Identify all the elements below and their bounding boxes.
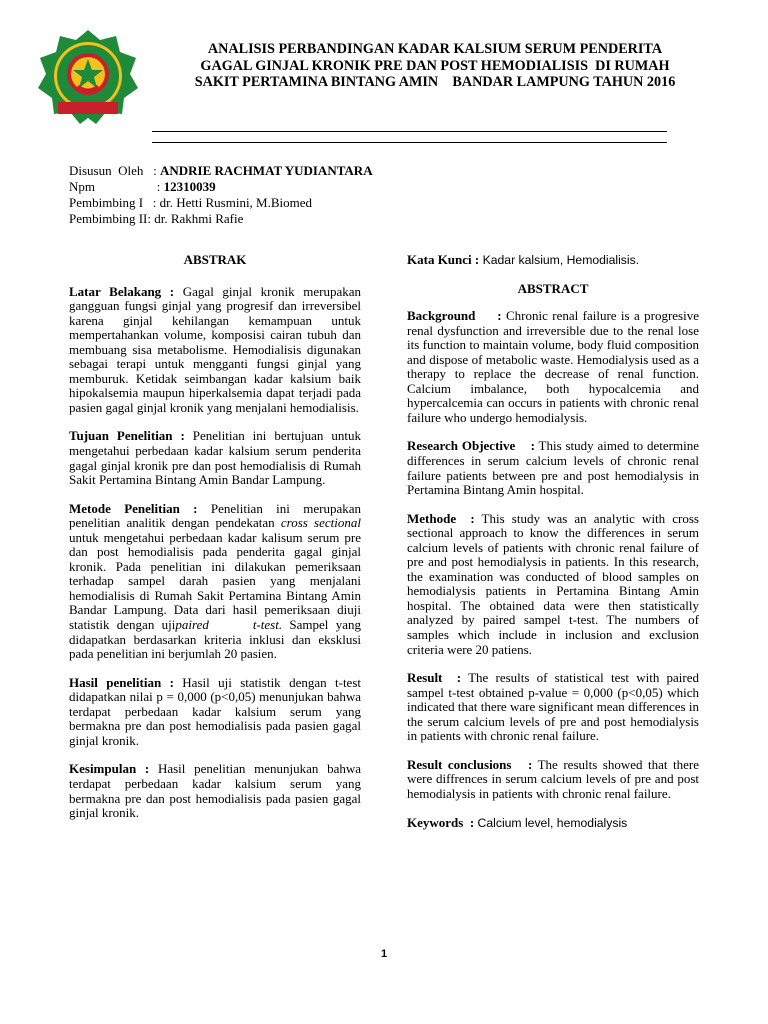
background-paragraph: [407, 309, 699, 425]
author-name: ANDRIE RACHMAT YUDIANTARA: [160, 163, 373, 178]
abstrak-column: [69, 253, 361, 835]
university-logo: [34, 28, 142, 124]
page-number: 1: [380, 948, 388, 960]
keywords-paragraph: [407, 816, 699, 831]
kesimpulan-paragraph: [69, 762, 361, 820]
advisor-2: Pembimbing II: dr. Rakhmi Rafie: [69, 211, 244, 226]
background-label: Background :: [407, 308, 502, 324]
result-text: The results of statistical test with paired sampel t-test obtained p-value = 0,000 (p<0,05) which indicated that there ware significant mean differences in the serum calcium levels of pre and post hemodialysis in patients with chronic renal failure.: [407, 670, 700, 744]
latar-belakang-label: Latar Belakang :: [69, 283, 175, 299]
keywords-text: Calcium level, hemodialysis: [474, 815, 628, 830]
title-divider-top: [152, 131, 667, 132]
tujuan-paragraph: [69, 429, 361, 487]
objective-paragraph: [407, 439, 699, 497]
metode-label: Metode Penelitian :: [69, 500, 198, 516]
title-line-3: SAKIT PERTAMINA BINTANG AMIN BANDAR LAMPUNG TAHUN 2016: [194, 74, 676, 90]
kata-kunci-text: Kadar kalsium, Hemodialisis.: [479, 253, 640, 267]
metode-paragraph: [69, 502, 361, 662]
npm-row: [69, 179, 373, 195]
objective-text: This study aimed to determine differences in serum calcium levels of chronic renal failure patients between pre and post hemodialysis in Pertamina Bintang Amin hospital.: [407, 438, 699, 498]
metode-italic-a: cross sectional: [280, 515, 361, 531]
abstract-column: [407, 253, 699, 844]
objective-label: Research Objective :: [407, 438, 535, 454]
conclusions-text: The results showed that there were diffrences in serum calcium levels of pre and post hemodialysis in patients with chronic renal failure.: [407, 756, 700, 801]
methode-text: This study was an analytic with cross sectional approach to know the differences in serum calcium levels of patients with chronic renal failure of pre and post hemodialysis in patients. In this research, the examination was conducted of blood samples on hemodialysis patients in Pertamina Bintang Amin hospital. The obtained data were then statistically analyzed by paired sampel t-test. The numbers of samples which include in inclusion and exclusion criteria were 20 patiens.: [407, 510, 699, 657]
hasil-text: Hasil uji statistik dengan t-test didapatkan nilai p = 0,000 (p<0,05) menunjukan bahwa terdapat perbedaan kadar kalsium serum yang bermakna pre dan post hemodialisis pada pasien gagal ginjal kronik.: [69, 674, 361, 748]
methode-label: Methode :: [407, 510, 475, 526]
kata-kunci-paragraph: [407, 253, 699, 268]
advisor-1: Pembimbing I : dr. Hetti Rusmini, M.Biomed: [69, 195, 313, 210]
npm-label: Npm :: [69, 179, 164, 194]
author-row: [69, 163, 373, 179]
result-label: Result :: [407, 670, 462, 686]
latar-belakang-text: Gagal ginjal kronik merupakan gangguan fungsi ginjal yang progresif dan irreversibel karena ginjal kehilangan kemampuan untuk mempertahankan volume, komposisi cairan tubuh dan membuang sisa metabolisme. Hemodialisis digunakan sebagai terapi untuk mengganti fungsi ginjal yang memburuk. Ketidak seimbangan kadar kalsium baik hipokalsemia maupun hiperkalsemia dapat terjadi pada pasien gagal ginjal kronik yang menjalani hemodialisis.: [69, 283, 361, 415]
metode-text-b: untuk mengetahui perbedaan kadar kalisum serum pre dan post hemodialisis pada penderita gagal ginjal kronik. Pada penelitian ini dilakukan pemeriksaan terhadap sampel darah pasien yang menjalani hemodialisis di Rumah Sakit Pertamina Bintang Amin Bandar Lampung. Data dari hasil pemeriksaan diuji statistik dengan uji: [69, 529, 361, 633]
abstrak-heading: ABSTRAK: [183, 252, 247, 267]
title-line-2: GAGAL GINJAL KRONIK PRE DAN POST HEMODIALISIS DI RUMAH: [200, 57, 670, 74]
title-divider-bottom: [152, 142, 667, 143]
author-label: Disusun Oleh :: [69, 163, 160, 178]
hasil-paragraph: [69, 676, 361, 749]
conclusions-paragraph: [407, 758, 699, 802]
conclusions-label: Result conclusions :: [407, 756, 533, 772]
metode-italic-b: paired t-test.: [175, 617, 283, 633]
hasil-label: Hasil penelitian :: [69, 674, 174, 690]
kesimpulan-text: Hasil penelitian menunjukan bahwa terdapat perbedaan kadar kalsium serum yang bermakna pre dan post hemodialisis pada pasien gagal ginjal kronik.: [69, 761, 361, 821]
npm-value: 12310039: [163, 179, 216, 194]
methode-paragraph: [407, 512, 699, 657]
paper-title: [160, 41, 710, 91]
latar-belakang-paragraph: [69, 285, 361, 416]
title-line-1: ANALISIS PERBANDINGAN KADAR KALSIUM SERUM PENDERITA: [207, 41, 663, 57]
kesimpulan-label: Kesimpulan :: [69, 761, 150, 777]
author-info: [69, 163, 373, 227]
result-paragraph: [407, 671, 699, 744]
kata-kunci-label: Kata Kunci :: [407, 252, 480, 267]
metode-text-a: Penelitian ini merupakan penelitian analitik dengan pendekatan: [69, 500, 361, 531]
abstract-heading: ABSTRACT: [517, 280, 589, 296]
background-text: Chronic renal failure is a progresive renal dysfunction and irreversible due to the renal lose its function to maintain volume, body fluid composition and dispose of metabolic waste. Hemodialysis used as a therapy to replace the decrease of renal function. Calcium imbalance, both hypocalcemia and hypercalcemia can occurs in patients with chronic renal failure who undergo hemodialysis.: [407, 308, 699, 425]
tujuan-text: Penelitian ini bertujuan untuk mengetahui perbedaan kadar kalsium serum penderita gagal ginjal kronik pre dan post hemodialisis di Rumah Sakit Pertamina Bintang Amin Bandar Lampung.: [69, 428, 361, 488]
university-seal-icon: [34, 28, 142, 124]
keywords-label: Keywords :: [407, 814, 475, 830]
tujuan-label: Tujuan Penelitian :: [69, 428, 185, 444]
metode-text-c: Sampel yang didapatkan berdasarkan kriteria inklusi dan eksklusi pada penelitian ini berjumlah 20 pasien.: [69, 617, 362, 662]
